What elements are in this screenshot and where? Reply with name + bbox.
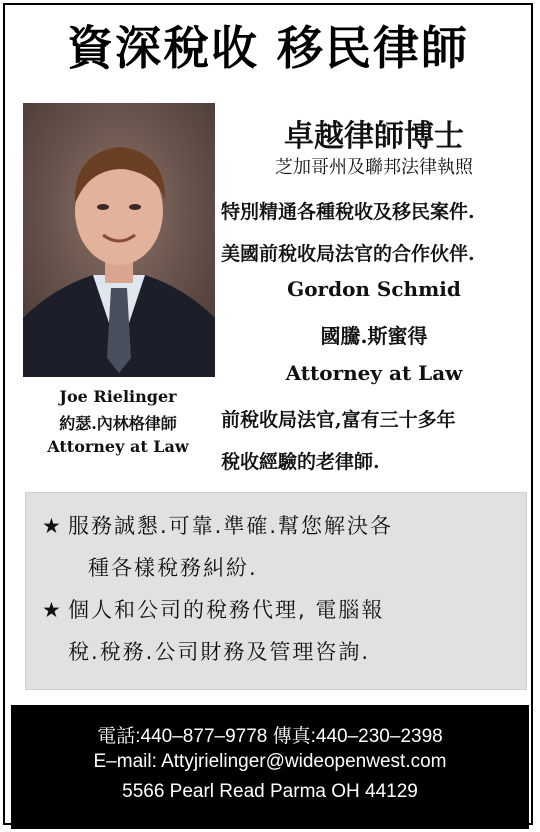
specialty-line: 特別精通各種稅收及移民案件. — [221, 201, 475, 223]
portrait-caption-chinese: 約瑟.內林格律師 — [59, 414, 177, 433]
partner-description-1: 前稅收局法官,富有三十多年 — [221, 409, 456, 431]
portrait-caption-title: Attorney at Law — [47, 437, 189, 456]
phone-fax-line: 電話:440–877–9778 傳真:440–230–2398 — [97, 726, 443, 747]
headline: 資深稅收 移民律師 — [66, 21, 469, 75]
service-item-2-line-2: 稅.稅務.公司財務及管理咨詢. — [68, 640, 371, 664]
service-item-2-line-1: 個人和公司的稅務代理, 電腦報 — [68, 598, 385, 622]
attorney-title: 卓越律師博士 — [284, 119, 464, 154]
partner-chinese-name: 國騰.斯蜜得 — [320, 324, 428, 348]
partner-line: 美國前稅收局法官的合作伙伴. — [221, 243, 475, 265]
partner-name: Gordon Schmid — [287, 277, 461, 301]
address-line: 5566 Pearl Read Parma OH 44129 — [122, 781, 418, 802]
contact-panel — [11, 705, 529, 829]
advertisement-frame — [3, 3, 533, 825]
attorney-portrait — [23, 103, 215, 377]
partner-description-2: 稅收經驗的老律師. — [221, 451, 380, 473]
license-line: 芝加哥州及聯邦法律執照 — [275, 157, 473, 178]
service-item-2 — [42, 589, 512, 673]
star-icon: ★ — [42, 514, 63, 538]
star-icon: ★ — [42, 598, 63, 622]
email-line: E–mail: Attyjrielinger@wideopenwest.com — [93, 751, 447, 772]
service-item-1-line-2: 種各樣稅務糾紛. — [88, 556, 258, 580]
partner-title: Attorney at Law — [285, 361, 463, 385]
portrait-illustration — [23, 103, 215, 377]
services-box — [25, 492, 527, 690]
service-item-1-line-1: 服務誠懇.可靠.準確.幫您解決各 — [68, 514, 394, 538]
portrait-caption-name: Joe Rielinger — [59, 387, 177, 406]
service-item-1 — [42, 505, 512, 589]
